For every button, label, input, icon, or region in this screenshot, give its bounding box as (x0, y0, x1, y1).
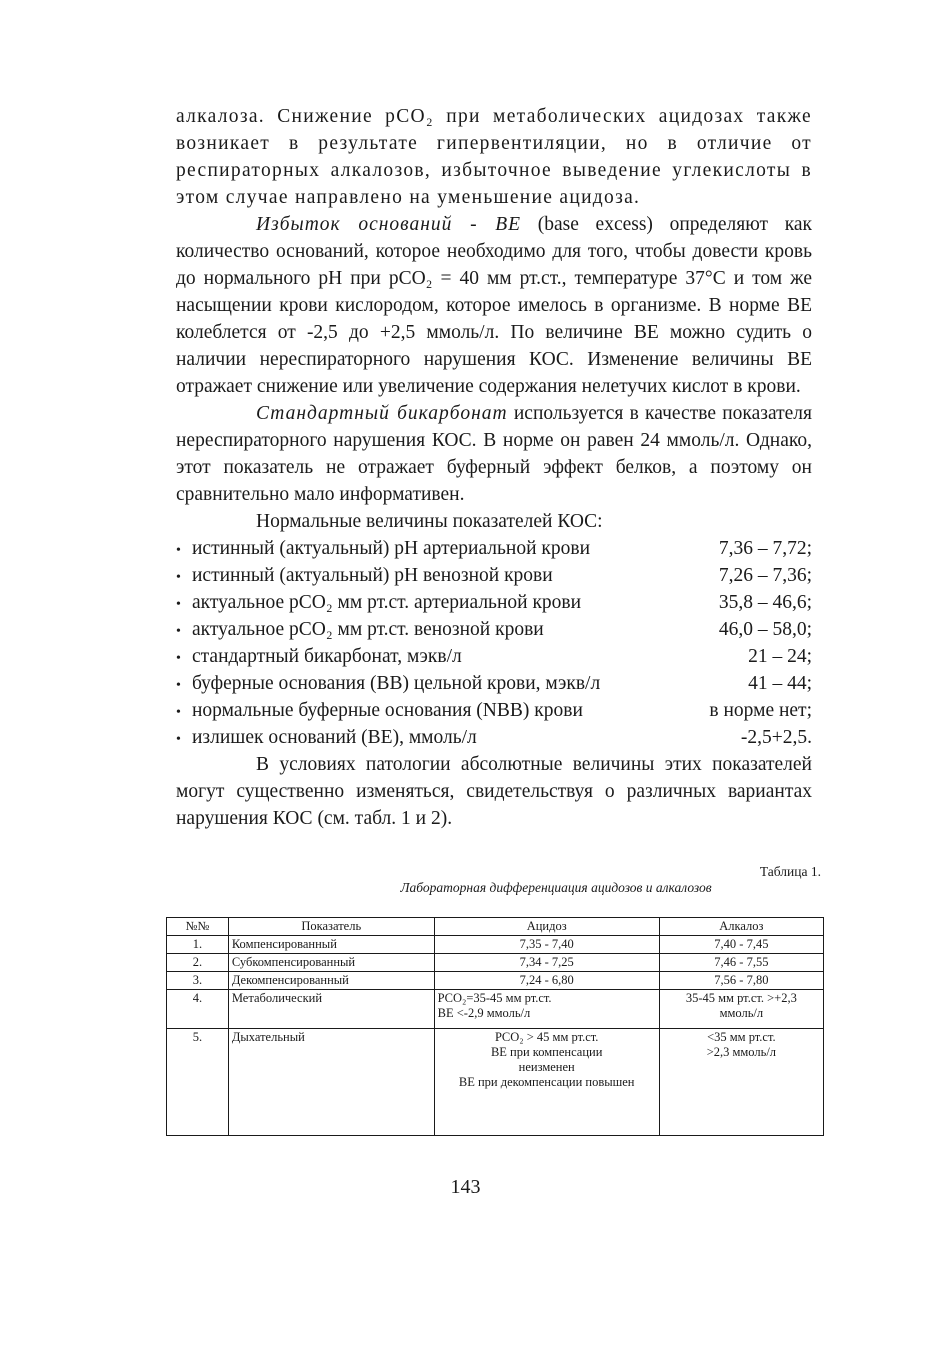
header-number: №№ (167, 918, 229, 936)
norm-label: актуальное pCO₂ мм рт.ст. венозной крови (192, 619, 544, 640)
term-base-excess: Избыток оснований - BE (256, 214, 522, 235)
paragraph-base-excess (176, 211, 812, 400)
page-number: 143 (450, 1176, 481, 1198)
table-row (167, 936, 824, 954)
table-row (167, 954, 824, 972)
row-alkalosis (659, 990, 823, 1029)
body-text (176, 103, 812, 832)
list-item (176, 562, 812, 589)
row-indicator: Субкомпенсированный (228, 954, 434, 972)
cell-line: PCO₂ > 45 мм рт.ст. (494, 1030, 599, 1044)
norm-label: нормальные буферные основания (NBB) крови (192, 700, 583, 721)
header-alkalosis: Алкалоз (659, 918, 823, 936)
row-acidosis (434, 990, 659, 1029)
cell-line: >2,3 ммоль/л (706, 1045, 777, 1059)
cell-line: PCO₂=35-45 мм рт.ст. (437, 991, 552, 1005)
norm-value: 7,26 – 7,36; (718, 565, 812, 586)
cell-line: <35 мм рт.ст. (707, 1030, 776, 1044)
row-number: 3. (167, 972, 229, 990)
row-number: 4. (167, 990, 229, 1029)
norm-value: -2,5+2,5. (740, 727, 812, 748)
row-indicator: Дыхательный (228, 1029, 434, 1136)
row-number: 2. (167, 954, 229, 972)
cell-line: BE при компенсации (490, 1045, 603, 1059)
row-alkalosis (659, 1029, 823, 1136)
row-number: 1. (167, 936, 229, 954)
norm-values-list (176, 535, 812, 751)
table-row (167, 1029, 824, 1136)
cell-line: BE при декомпенсации повышен (458, 1075, 635, 1089)
table-number: Таблица 1. (759, 864, 821, 879)
norm-label: излишек оснований (BE), ммоль/л (192, 727, 477, 748)
bullet-icon: • (176, 705, 181, 720)
norm-label: стандартный бикарбонат, мэкв/л (192, 646, 462, 667)
norm-value: 35,8 – 46,6; (718, 592, 812, 613)
bullet-icon: • (176, 624, 181, 639)
list-item (176, 724, 812, 751)
bullet-icon: • (176, 678, 181, 693)
norm-value: в норме нет; (709, 700, 812, 721)
norm-label: буферные основания (BB) цельной крови, мэкв/л (192, 673, 601, 694)
table-header-row (167, 918, 824, 936)
table-row (167, 990, 824, 1029)
header-acidosis: Ацидоз (434, 918, 659, 936)
row-acidosis (434, 1029, 659, 1136)
row-acidosis: 7,34 - 7,25 (434, 954, 659, 972)
norm-label: истинный (актуальный) pH артериальной крови (192, 538, 591, 559)
row-indicator: Компенсированный (228, 936, 434, 954)
row-indicator: Метаболический (228, 990, 434, 1029)
bullet-icon: • (176, 570, 181, 585)
row-acidosis: 7,35 - 7,40 (434, 936, 659, 954)
norm-label: актуальное pCO₂ мм рт.ст. артериальной крови (192, 592, 582, 613)
paragraph-pathology: В условиях патологии абсолютные величины этих показателей могут существенно изменяться, свидетельствуя о различных вариантах нарушения КОС (см. табл. 1 и 2). (176, 754, 812, 829)
row-number: 5. (167, 1029, 229, 1136)
header-indicator: Показатель (228, 918, 434, 936)
norm-value: 7,36 – 7,72; (718, 538, 812, 559)
bullet-icon: • (176, 597, 181, 612)
norm-values-heading: Нормальные величины показателей КОС: (256, 511, 603, 532)
list-item (176, 670, 812, 697)
row-alkalosis: 7,46 - 7,55 (659, 954, 823, 972)
paragraph-base-excess-text: (base excess) определяют как количество оснований, которое необходимо для того, чтобы довести кровь до нормального pH при pCO₂ = 40 мм рт.ст., температуре 37°С и том же насыщении крови кислородом, которое имелось в организме. В норме BE колеблется от -2,5 до +2,5 ммоль/л. По величине BE можно судить о наличии нереспираторного нарушения КОС. Изменение величины BE отражает снижение или увеличение содержания нелетучих кислот в крови. (176, 214, 813, 397)
bullet-icon: • (176, 543, 181, 558)
row-alkalosis: 7,40 - 7,45 (659, 936, 823, 954)
cell-line: неизменен (518, 1060, 575, 1074)
bullet-icon: • (176, 732, 181, 747)
row-alkalosis: 7,56 - 7,80 (659, 972, 823, 990)
acid-base-table (166, 917, 824, 1136)
norm-value: 46,0 – 58,0; (718, 619, 812, 640)
list-item (176, 616, 812, 643)
row-acidosis: 7,24 - 6,80 (434, 972, 659, 990)
table-row (167, 972, 824, 990)
table-title: Лабораторная дифференциация ацидозов и алкалозов (400, 880, 712, 895)
list-item (176, 535, 812, 562)
row-indicator: Декомпенсированный (228, 972, 434, 990)
paragraph-standard-bicarbonate (176, 400, 812, 508)
list-item (176, 643, 812, 670)
paragraph-standard-bicarbonate-text: используется в качестве показателя нереспираторного нарушения КОС. В норме он равен 24 ммоль/л. Однако, этот показатель не отражает буферный эффект белков, а поэтому он сравнительно мало информативен. (176, 403, 812, 505)
cell-line: BE <-2,9 ммоль/л (437, 1006, 531, 1020)
cell-line: ммоль/л (719, 1006, 764, 1020)
cell-line: 35-45 мм рт.ст. >+2,3 (685, 991, 797, 1005)
list-item (176, 697, 812, 724)
paragraph-alkalosis: алкалоза. Снижение pCO₂ при метаболических ацидозах также возникает в результате гипервентиляции, но в отличие от респираторных алкалозов, избыточное выведение углекислоты в этом случае направлено на уменьшение ацидоза. (176, 106, 812, 208)
bullet-icon: • (176, 651, 181, 666)
norm-label: истинный (актуальный) pH венозной крови (192, 565, 553, 586)
norm-value: 41 – 44; (748, 673, 812, 694)
list-item (176, 589, 812, 616)
term-standard-bicarbonate: Стандартный бикарбонат (256, 403, 508, 424)
norm-value: 21 – 24; (748, 646, 812, 667)
